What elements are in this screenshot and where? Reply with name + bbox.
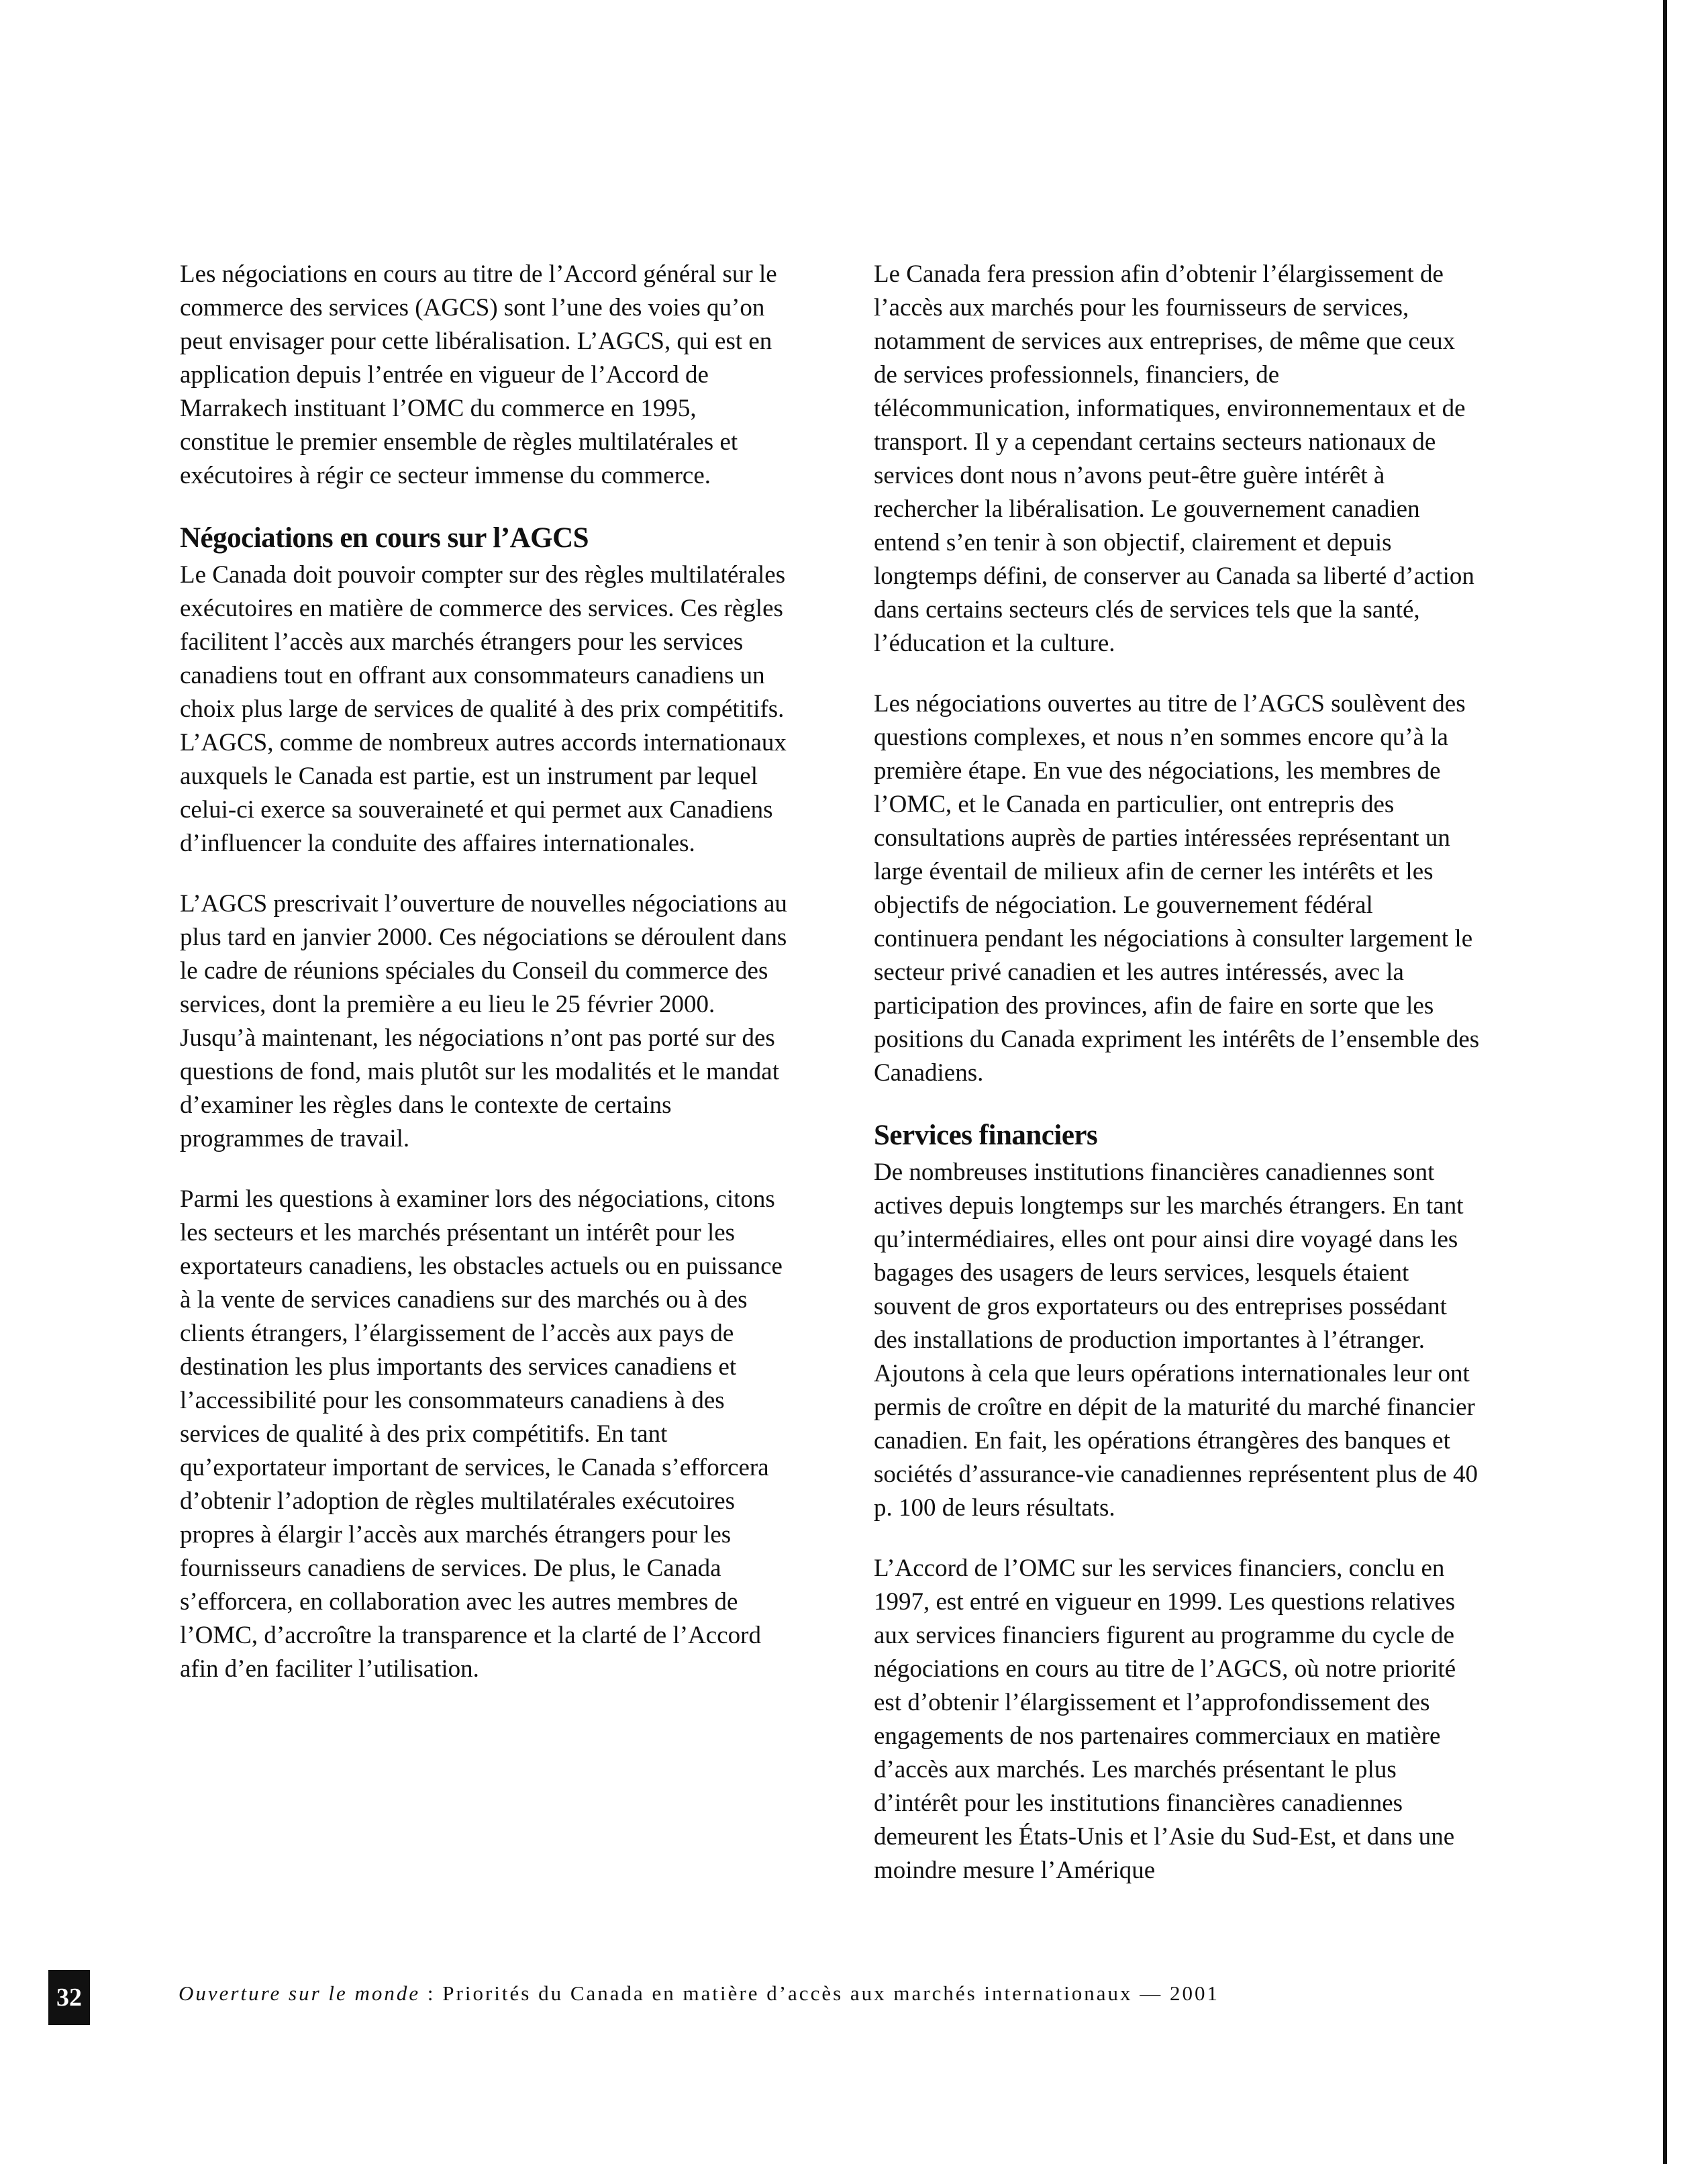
left-column [180,258,787,1713]
left-paragraph-3: L’AGCS prescrivait l’ouverture de nouvelles négociations au plus tard en janvier 2000. Ces négociations se déroulent dans le cadre de réunions spéciales du Conseil du commerce des services, dont la première a eu lieu le 25 février 2000. Jusqu’à maintenant, les négociations n’ont pas porté sur des questions de fond, mais plutôt sur les modalités et le mandat d’examiner les règles dans le contexte de certains programmes de travail. [180,890,787,1152]
page-edge-bar [1663,0,1667,2164]
footer-subtitle: : Priorités du Canada en matière d’accès aux marchés internationaux — 2001 [420,1981,1219,2005]
left-paragraph-1: Les négociations en cours au titre de l’Accord général sur le commerce des services (AGCS) sont l’une des voies qu’on peut envisager pour cette libéralisation. L’AGCS, qui est en application depuis l’entrée en vigueur de l’Accord de Marrakech instituant l’OMC du commerce en 1995, constitue le premier ensemble de règles multilatérales et exécutoires à régir ce secteur immense du commerce. [180,260,777,489]
right-paragraph-1: Le Canada fera pression afin d’obtenir l’élargissement de l’accès aux marchés pour les fournisseurs de services, notamment de services aux entreprises, de même que ceux de services professionnels, financiers, de télécommunication, informatiques, environnementaux et de transport. Il y a cependant certains secteurs nationaux de services dont nous n’avons peut-être guère intérêt à rechercher la libéralisation. Le gouvernement canadien entend s’en tenir à son objectif, clairement et depuis longtemps défini, de conserver au Canada sa liberté d’action dans certains secteurs clés de services tels que la santé, l’éducation et la culture. [874,260,1474,657]
page-number: 32 [48,1970,90,2025]
section-heading-financial-services: Services financiers [874,1120,1098,1151]
section-heading-agcs: Négociations en cours sur l’AGCS [180,522,589,554]
right-paragraph-2: Les négociations ouvertes au titre de l’AGCS soulèvent des questions complexes, et nous n’en sommes encore qu’à la première étape. En vue des négociations, les membres de l’OMC, et le Canada en particulier, ont entrepris des consultations auprès de parties intéressées représentant un large éventail de milieux afin de cerner les intérêts et les objectifs de négociation. Le gouvernement fédéral continuera pendant les négociations à consulter largement le secteur privé canadien et les autres intéressés, avec la participation des provinces, afin de faire en sorte que les positions du Canada expriment les intérêts de l’ensemble des Canadiens. [874,690,1480,1087]
running-footer [179,1980,1467,2007]
right-column [874,258,1481,1914]
footer-title: Ouverture sur le monde [179,1981,421,2005]
right-paragraph-3: De nombreuses institutions financières canadiennes sont actives depuis longtemps sur les marchés étrangers. En tant qu’intermédiaires, elles ont pour ainsi dire voyagé dans les bagages des usagers de leurs services, lesquels étaient souvent de gros exportateurs ou des entreprises possédant des installations de production importantes à l’étranger. Ajoutons à cela que leurs opérations internationales leur ont permis de croître en dépit de la maturité du marché financier canadien. En fait, les opérations étrangères des banques et sociétés d’assurance-vie canadiennes représentent plus de 40 p. 100 de leurs résultats. [874,1159,1478,1522]
left-paragraph-4: Parmi les questions à examiner lors des négociations, citons les secteurs et les marchés présentant un intérêt pour les exportateurs canadiens, les obstacles actuels ou en puissance à la vente de services canadiens sur des marchés ou à des clients étrangers, l’élargissement de l’accès aux pays de destination les plus importants des services canadiens et l’accessibilité pour les consommateurs canadiens à des services de qualité à des prix compétitifs. En tant qu’exportateur important de services, le Canada s’efforcera d’obtenir l’adoption de règles multilatérales exécutoires propres à élargir l’accès aux marchés étrangers pour les fournisseurs canadiens de services. De plus, le Canada s’efforcera, en collaboration avec les autres membres de l’OMC, d’accroître la transparence et la clarté de l’Accord afin d’en faciliter l’utilisation. [180,1185,783,1683]
left-paragraph-2: Le Canada doit pouvoir compter sur des règles multilatérales exécutoires en matière de commerce des services. Ces règles facilitent l’accès aux marchés étrangers pour les services canadiens tout en offrant aux consommateurs canadiens un choix plus large de services de qualité à des prix compétitifs. L’AGCS, comme de nombreux autres accords internationaux auxquels le Canada est partie, est un instrument par lequel celui-ci exerce sa souveraineté et qui permet aux Canadiens d’influencer la conduite des affaires internationales. [180,561,787,857]
right-paragraph-4: L’Accord de l’OMC sur les services financiers, conclu en 1997, est entré en vigueur en 1999. Les questions relatives aux services financiers figurent au programme du cycle de négociations en cours au titre de l’AGCS, où notre priorité est d’obtenir l’élargissement et l’approfondissement des engagements de nos partenaires commerciaux en matière d’accès aux marchés. Les marchés présentant le plus d’intérêt pour les institutions financières canadiennes demeurent les États-Unis et l’Asie du Sud-Est, et dans une moindre mesure l’Amérique [874,1555,1456,1884]
